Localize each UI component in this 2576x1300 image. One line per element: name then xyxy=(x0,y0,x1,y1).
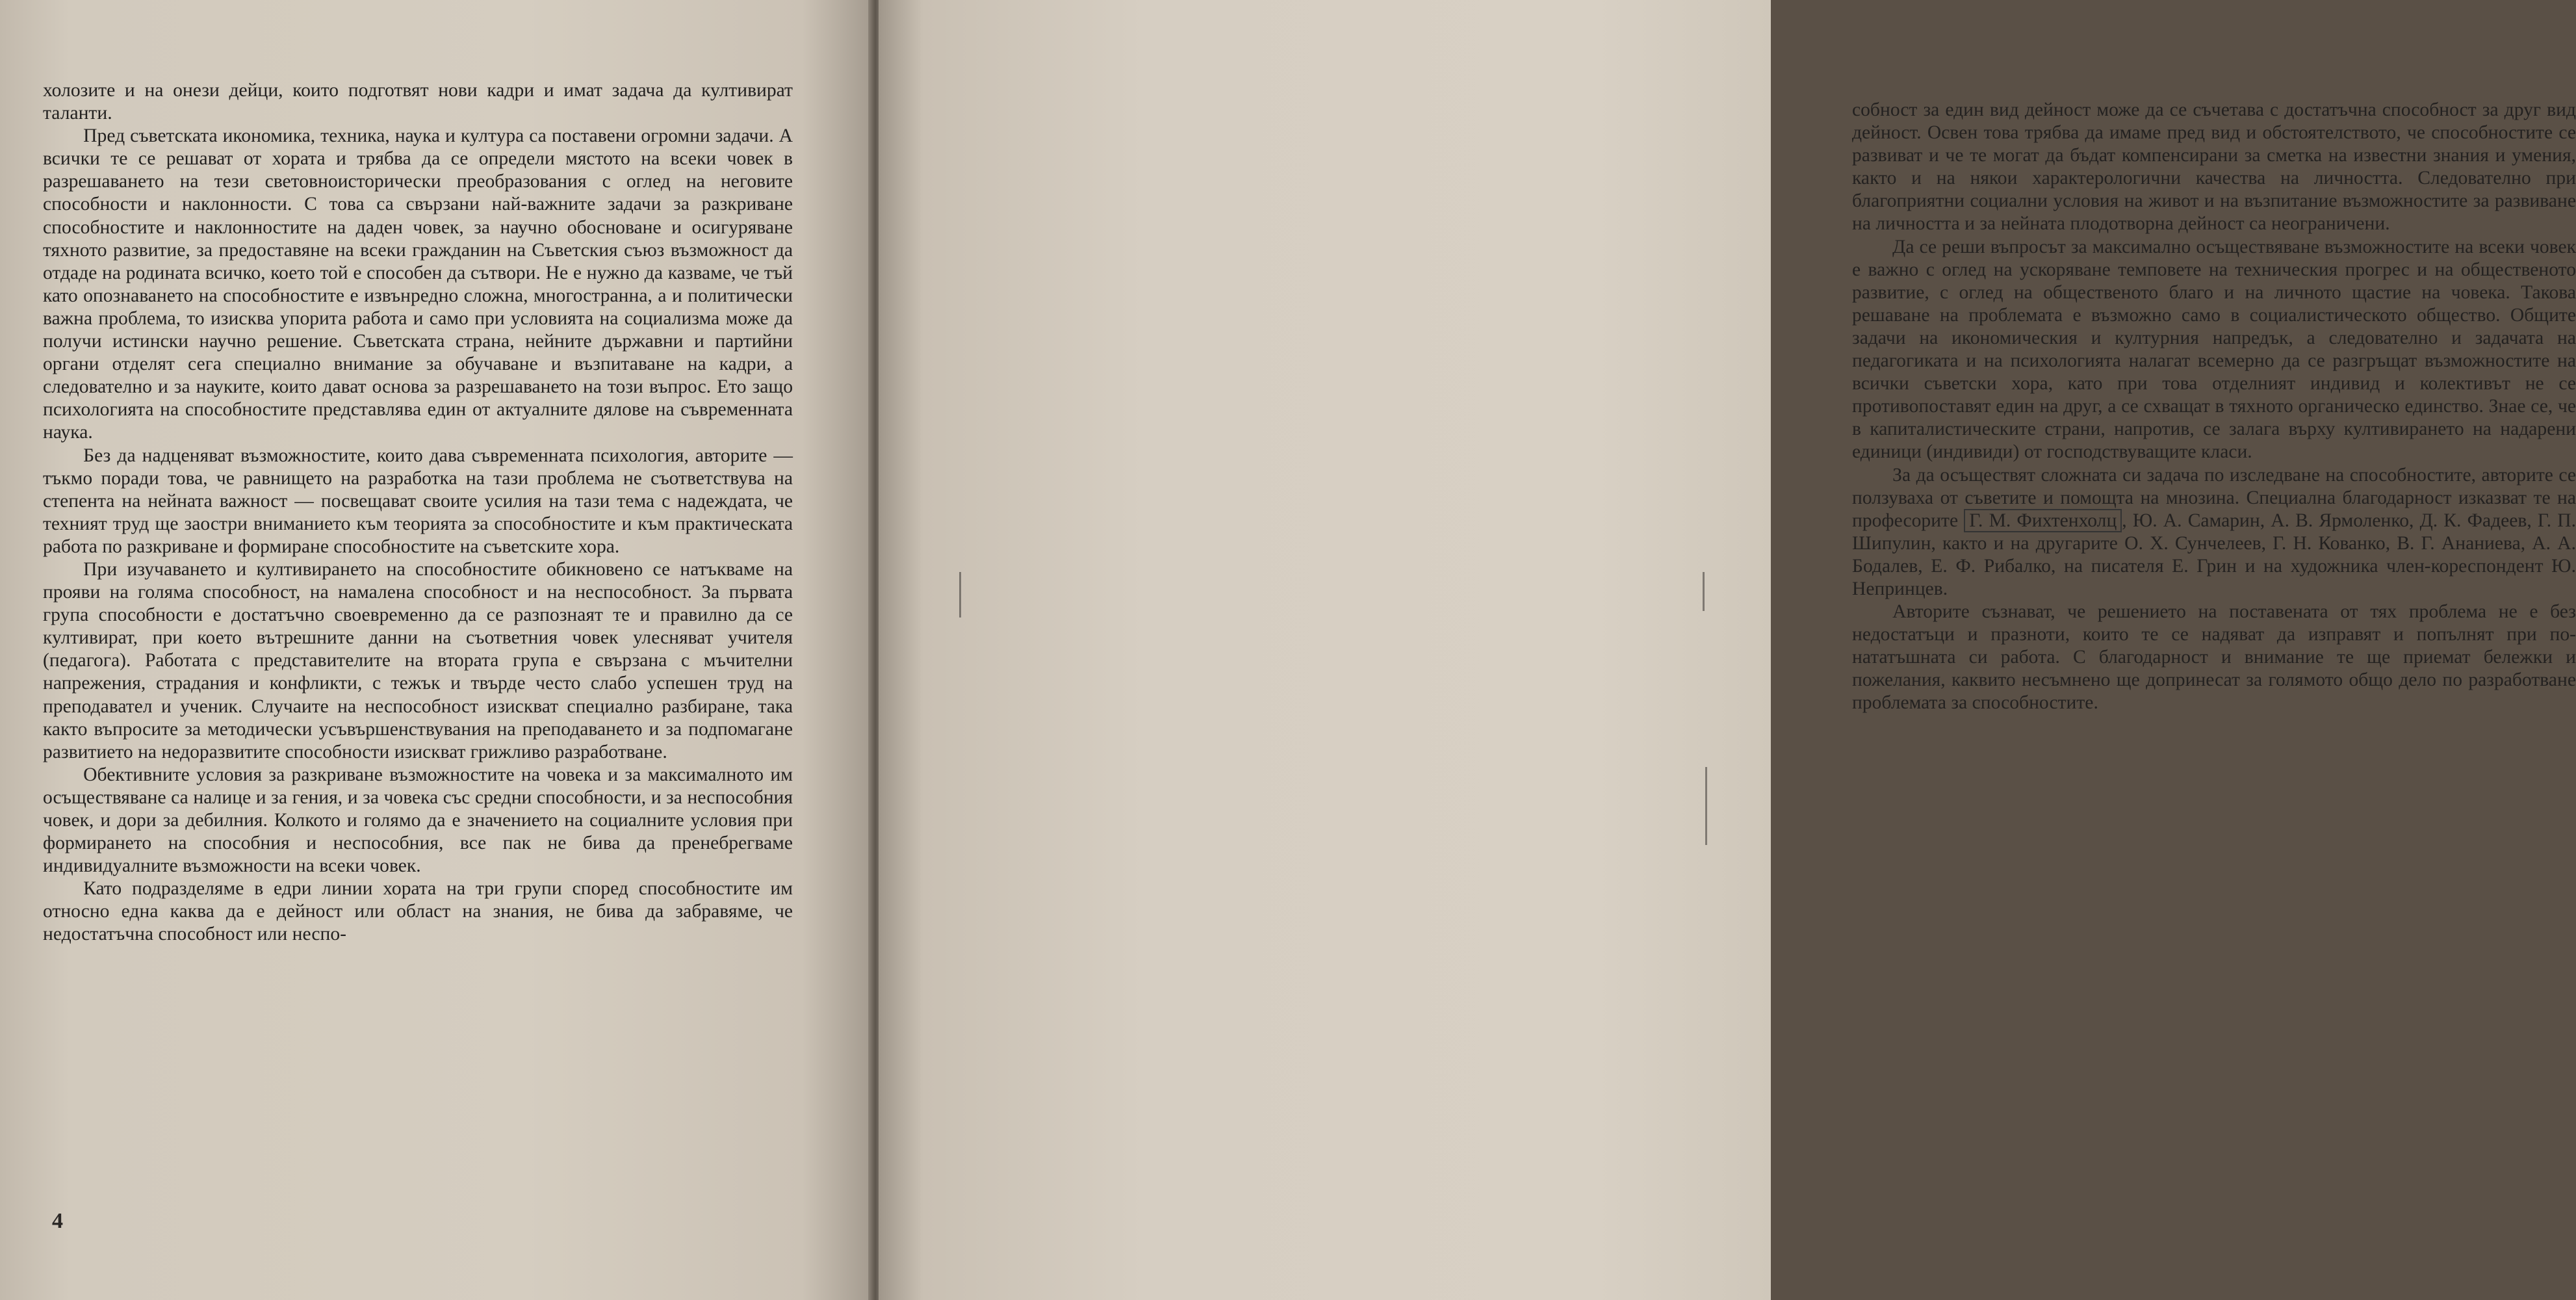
paragraph: собност за един вид дейност може да се съчетава с достатъчна способност за друг вид дейност. Освен това трябва да имаме пред вид и обстоятелството, че способностите се развиват и че те могат да бъдат компенсирани за сметка на известни знания и умения, както и на някои характерологични качества на личността. Следователно при благоприятни социални условия на живот и на възпитание възможностите за развиване на личността и за нейната плодотворна дейност са неограничени. xyxy=(1852,99,2576,235)
paragraph: При изучаването и култивирането на способностите обикновено се натъкваме на прояви на голяма способност, на намалена способност и на неспособност. За първата група способности е достатъчно своевременно да се разпознаят те и правилно да се култивират, при което вътрешните данни на съответния човек улесняват учителя (педагога). Работата с представителите на втората група е свързана с мъчителни напрежения, страдания и конфликти, с тежък и твърде често слабо успешен труд на преподавател и ученик. Случаите на неспособност изискват специално разбиране, така както въпросите за методически усъвършенствувания на преподаването и за подпомагане развитието на недоразвитите способности изискват грижливо разработване. xyxy=(43,558,793,762)
paragraph: Пред съветската икономика, техника, наука и култура са поставени огромни задачи. А всички те се решават от хората и трябва да се определи мястото на всеки човек в разрешаването на тези световноисторически преобразования с оглед на неговите способности и наклонности. С това са свързани най-важните задачи за разкриване способностите и наклонностите на даден човек, за научно обосноване и осигуряване тяхното развитие, за предоставяне на всеки гражданин на Съветския съюз възможност да отдаде на родината всичко, което той е способен да сътвори. Не е нужно да казваме, че тъй като опознаването на способностите е извънредно сложна, многостранна, а и политически важна проблема, то изисква упорита работа и само при условията на социализма може да получи истински научно решение. Съветската страна, нейните държавни и партийни органи отделят сега специално внимание за обучаване и възпитаване на кадри, а следователно и за науките, които дават основа за разрешаването на този въпрос. Ето защо психологията на способностите представлява един от актуалните дялове на съвременната наука. xyxy=(43,125,793,443)
paragraph: Да се реши въпросът за максимално осъществяване възможностите на всеки човек е важно с оглед на ускоряване темповете на техническия прогрес и на общественото развитие, с оглед на общественото благо и на личното щастие на човека. Такова решаване на проблемата е възможно само в социалистическото общество. Общите задачи на икономическия и културния напредък, а следователно и задачата на педагогиката и на психологията налагат всемерно да се разгръщат възможностите на всички съветски хора, като при това отделният индивид и колективът не се противопоставят един на друг, а се схващат в тяхното органическо единство. Знае се, че в капиталистическите страни, напротив, се залага върху култивирането на надарени единици (индивиди) от господствуващите класи. xyxy=(1852,236,2576,463)
scan-mark xyxy=(959,572,961,618)
scan-mark xyxy=(1705,767,1707,845)
right-page xyxy=(879,0,2576,1300)
paragraph: Без да надценяват възможностите, които дава съвременната психология, авторите — тъкмо поради това, че равнището на разработка на тази проблема не съответствува на степента на нейната важност — посвещават своите усилия на тази тема с надеждата, че техният труд ще заостри вниманието към теорията за способностите и към практическата работа по разкриване и формиране способностите на съветските хора. xyxy=(43,445,793,557)
paragraph: Обективните условия за разкриване възможностите на човека и за максималното им осъществяване са налице и за гения, и за човека със средни способности, и за неспособния човек, и дори за дебилния. Колкото и голямо да е значението на социалните условия при формирането на способния и неспособния, все пак не бива да пренебрегваме индивидуалните възможности на всеки човек. xyxy=(43,764,793,877)
paragraph: Авторите съзнават, че решението на поставената от тях проблема не е без недостатъци и празноти, които те се надяват да изправят и попълнят при по-нататъшната си работа. С благодарност и внимание те ще приемат бележки и пожелания, каквито несъмнено ще допринесат за голямото общо дело по разработване проблемата за способностите. xyxy=(1852,601,2576,714)
left-page xyxy=(0,0,872,1300)
boxed-name: Г. М. Фихтенхолц xyxy=(1964,509,2122,532)
left-page-text xyxy=(43,79,793,946)
paragraph-acknowledgements xyxy=(1852,464,2576,601)
paragraph: Като подразделяме в едри линии хората на три групи според способностите им относно една каква да е дейност или област на знания, не бива да забравяме, че недостатъчна способност или неспо- xyxy=(43,878,793,945)
paragraph: холозите и на онези дейци, които подготвят нови кадри и имат задача да култивират таланти. xyxy=(43,80,793,124)
page-number: 4 xyxy=(52,1209,63,1233)
scan-mark xyxy=(1703,572,1705,611)
right-page-text xyxy=(1852,99,2576,715)
acknowledgements-text-continued: , Ю. А. Самарин, А. В. Ярмоленко, Д. К. Фадеев, Г. П. Шипулин, както и на другарите О. Х. Сунчелеев, Г. Н. Кованко, В. Г. Ананиева, А. А. Бодалев, Е. Ф. Рибалко, на писателя Е. Грин и на художника член-кореспондент Ю. Непринцев. xyxy=(1852,510,2576,599)
acknowledgements-text: За да осъществят сложната си задача по изследване на способностите, авторите се ползуваха от съветите и помощта на мнозина. Специална благодарност изказват те на професорите xyxy=(1852,464,2576,531)
